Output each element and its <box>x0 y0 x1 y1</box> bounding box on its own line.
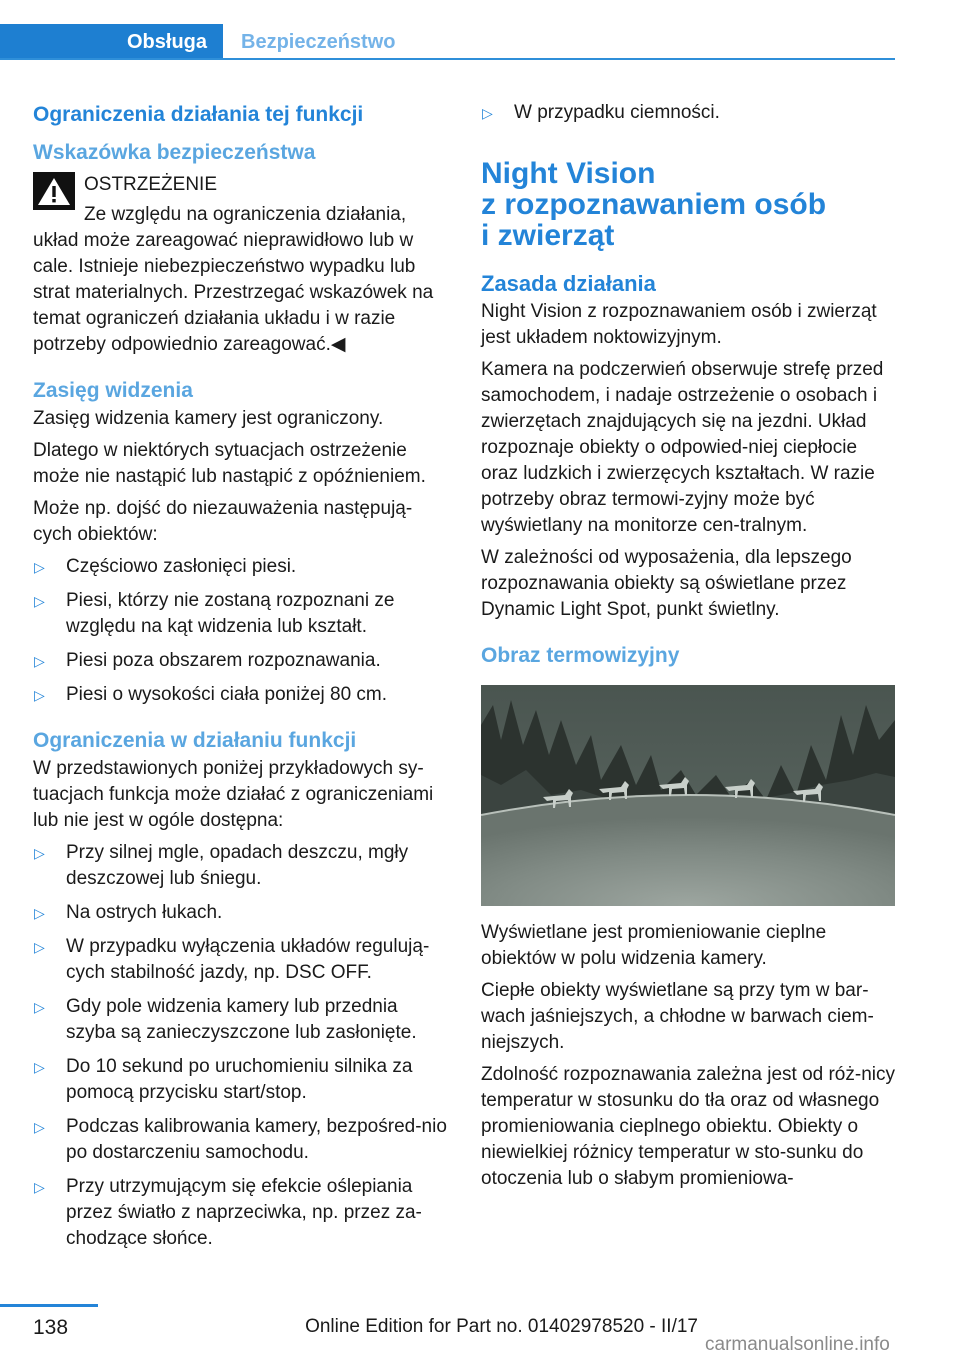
page-number: 138 <box>33 1316 69 1339</box>
title-line-1: Night Vision <box>481 157 656 190</box>
limits-text: W przedstawionych poniżej przykładowych sy‐tuacjach funkcja może działać z ograniczeniami lub nie jest w ogóle dostępna: <box>33 758 434 831</box>
triangle-bullet-icon: ▷ <box>34 687 45 703</box>
warning-label: OSTRZEŻENIE <box>84 174 218 195</box>
principle-text-3: W zależności od wyposażenia, dla lepszego rozpoznawania obiekty są oświetlane przez Dynamic Light Spot, punkt świetlny. <box>481 547 852 620</box>
heading-safety-note: Wskazówka bezpieczeństwa <box>33 141 316 164</box>
warning-triangle-icon <box>33 172 75 210</box>
thermal-image <box>481 685 895 906</box>
triangle-bullet-icon: ▷ <box>34 939 45 955</box>
range-text-3: Może np. dojść do niezauważenia następują‐cych obiektów: <box>33 498 413 545</box>
thermal-text-2: Ciepłe obiekty wyświetlane są przy tym w bar‐wach jaśniejszych, a chłodne w barwach ciem‐niejszych. <box>481 980 874 1053</box>
heading-range: Zasięg widzenia <box>33 379 193 402</box>
triangle-bullet-icon: ▷ <box>34 845 45 861</box>
watermark: carmanualsonline.info <box>705 1334 890 1355</box>
principle-text-2: Kamera na podczerwień obserwuje strefę przed samochodem, i nadaje ostrzeżenie o osobach i zwierzętach znajdujących się na jezdni. Układ rozpoznaje obiekty o odpowied‐niej ciepłocie oraz ludzkich i zwierzęcych kształtach. W razie potrzeby obraz termowi‐zyjny może być wyświetlany na monitorze cen‐tralnym. <box>481 359 884 536</box>
header-rule <box>0 58 895 60</box>
list-item: ▷ Piesi poza obszarem rozpoznawania. <box>33 648 451 674</box>
tab-bezpieczenstwo[interactable]: Bezpieczeństwo <box>241 30 396 53</box>
warning-text: Ze względu na ograniczenia działania, układ może zareagować nieprawidłowo lub w cale. Istnieje niebezpieczeństwo wypadku lub strat materialnych. Przestrzegać wskazówek na temat ograniczeń działania układu i w razie potrzeby odpowiednio zareagować.◀ <box>33 204 434 355</box>
triangle-bullet-icon: ▷ <box>34 593 45 609</box>
edition-note: Online Edition for Part no. 01402978520 - II/17 <box>305 1316 698 1337</box>
limits-list <box>33 840 451 1252</box>
list-item: ▷ Podczas kalibrowania kamery, bezpośred‐nio po dostarczeniu samochodu. <box>34 1116 447 1163</box>
triangle-bullet-icon: ▷ <box>34 1179 45 1195</box>
triangle-bullet-icon: ▷ <box>482 105 493 121</box>
range-list <box>33 554 451 708</box>
tab-obsluga[interactable]: Obsługa <box>0 24 223 60</box>
list-item: ▷ Przy utrzymującym się efekcie oślepiania przez światło z naprzeciwka, np. przez za‐chodzące słońce. <box>34 1176 422 1249</box>
section-title <box>481 158 895 251</box>
header-tabs <box>0 24 895 60</box>
range-text-2: Dlatego w niektórych sytuacjach ostrzeżenie może nie nastąpić lub nastąpić z opóźnieniem. <box>33 440 426 487</box>
thermal-text-1: Wyświetlane jest promieniowanie cieplne obiektów w polu widzenia kamery. <box>481 922 827 969</box>
title-line-2: z rozpoznawaniem osób <box>481 188 827 221</box>
principle-text-1: Night Vision z rozpoznawaniem osób i zwierząt jest układem noktowizyjnym. <box>481 301 877 348</box>
warning-block <box>33 172 451 358</box>
left-column <box>33 100 451 1260</box>
list-item: ▷ W przypadku wyłączenia układów regulują‐cych stabilność jazdy, np. DSC OFF. <box>34 936 430 983</box>
list-item: ▷ Częściowo zasłonięci piesi. <box>33 554 451 580</box>
triangle-bullet-icon: ▷ <box>34 1119 45 1135</box>
triangle-bullet-icon: ▷ <box>34 1059 45 1075</box>
heading-operation-limits: Ograniczenia w działaniu funkcji <box>33 729 357 752</box>
range-text-1: Zasięg widzenia kamery jest ograniczony. <box>33 408 384 429</box>
list-item: ▷ Do 10 sekund po uruchomieniu silnika za pomocą przycisku start/stop. <box>34 1056 413 1103</box>
list-item: ▷ Gdy pole widzenia kamery lub przednia szyba są zanieczyszczone lub zasłonięte. <box>34 996 417 1043</box>
right-column <box>481 100 895 1198</box>
list-item: ▷ Na ostrych łukach. <box>33 900 451 926</box>
list-item: ▷ W przypadku ciemności. <box>481 100 895 126</box>
heading-thermal-image: Obraz termowizyjny <box>481 644 680 667</box>
heading-function-limits: Ograniczenia działania tej funkcji <box>33 103 364 126</box>
list-item: ▷ Piesi o wysokości ciała poniżej 80 cm. <box>33 682 451 708</box>
footer-rule <box>0 1304 98 1307</box>
triangle-bullet-icon: ▷ <box>34 559 45 575</box>
triangle-bullet-icon: ▷ <box>34 905 45 921</box>
list-item: ▷ Przy silnej mgle, opadach deszczu, mgły deszczowej lub śniegu. <box>34 842 409 889</box>
triangle-bullet-icon: ▷ <box>34 653 45 669</box>
heading-principle: Zasada działania <box>481 271 656 296</box>
triangle-bullet-icon: ▷ <box>34 999 45 1015</box>
thermal-text-3: Zdolność rozpoznawania zależna jest od róż‐nicy temperatur w stosunku do tła oraz od własnego promieniowania cieplnego obiektu. Obiekty o niewielkiej różnicy temperatur w sto‐sunku do otoczenia lub o słabym promieniowa‐ <box>481 1064 895 1189</box>
list-item: ▷ Piesi, którzy nie zostaną rozpoznani ze względu na kąt widzenia lub kształt. <box>34 590 395 637</box>
darkness-list <box>481 100 895 126</box>
title-line-3: i zwierząt <box>481 219 615 252</box>
